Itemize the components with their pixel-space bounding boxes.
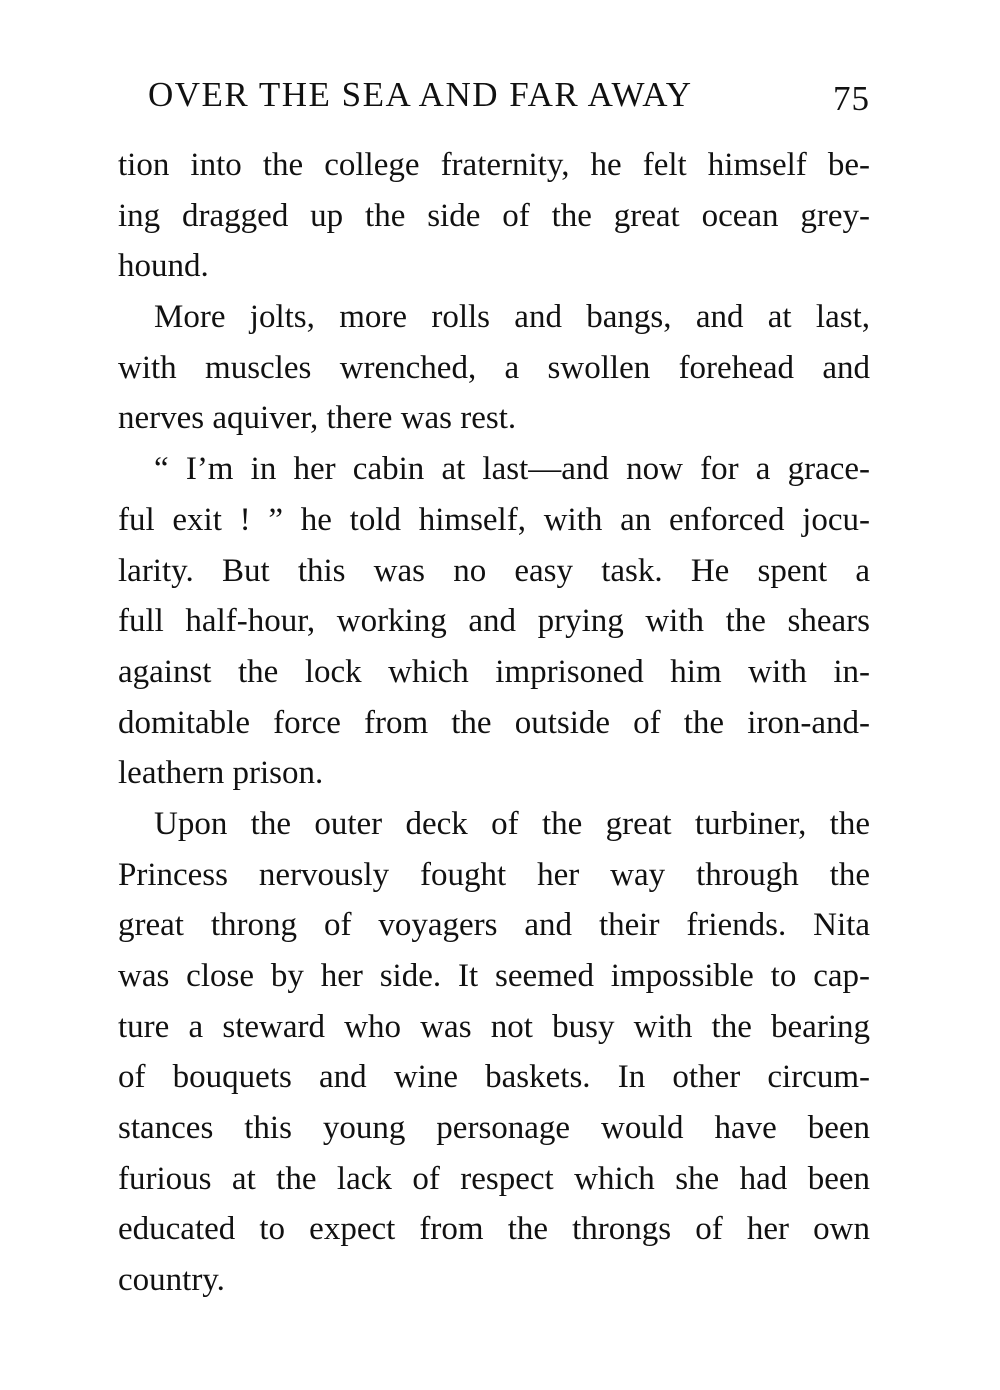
body-text <box>118 140 870 1306</box>
text-line: great throng of voyagers and their friends. Nita <box>118 907 870 944</box>
text-line: larity. But this was no easy task. He spent a <box>118 552 870 589</box>
text-line: Princess nervously fought her way through the <box>118 856 870 893</box>
text-line: hound. <box>118 248 209 285</box>
text-line: Upon the outer deck of the great turbiner, the <box>154 805 870 842</box>
text-line: ful exit ! ” he told himself, with an enforced jocu- <box>118 501 870 538</box>
text-line: furious at the lack of respect which she had been <box>118 1160 870 1197</box>
text-line: ture a steward who was not busy with the bearing <box>118 1008 870 1045</box>
text-line: nerves aquiver, there was rest. <box>118 400 517 437</box>
text-line: domitable force from the outside of the iron-and- <box>118 704 870 741</box>
text-line: tion into the college fraternity, he felt himself be- <box>118 147 870 183</box>
text-line: leathern prison. <box>118 755 324 792</box>
text-line: against the lock which imprisoned him with in- <box>118 653 870 690</box>
running-title: OVER THE SEA AND FAR AWAY <box>148 75 693 114</box>
text-line: More jolts, more rolls and bangs, and at last, <box>154 299 870 336</box>
text-line: “ I’m in her cabin at last—and now for a grace- <box>154 451 870 488</box>
text-line: with muscles wrenched, a swollen forehead and <box>118 349 870 386</box>
page-number: 75 <box>833 79 870 118</box>
text-line: of bouquets and wine baskets. In other circum- <box>118 1059 870 1096</box>
text-line: country. <box>118 1262 225 1299</box>
text-line: full half-hour, working and prying with the shears <box>118 603 870 640</box>
text-line: stances this young personage would have been <box>118 1110 870 1147</box>
text-line: educated to expect from the throngs of her own <box>118 1211 870 1248</box>
running-head <box>118 70 870 120</box>
text-line: was close by her side. It seemed impossible to cap- <box>118 958 870 994</box>
text-line: ing dragged up the side of the great ocean grey- <box>118 197 870 234</box>
